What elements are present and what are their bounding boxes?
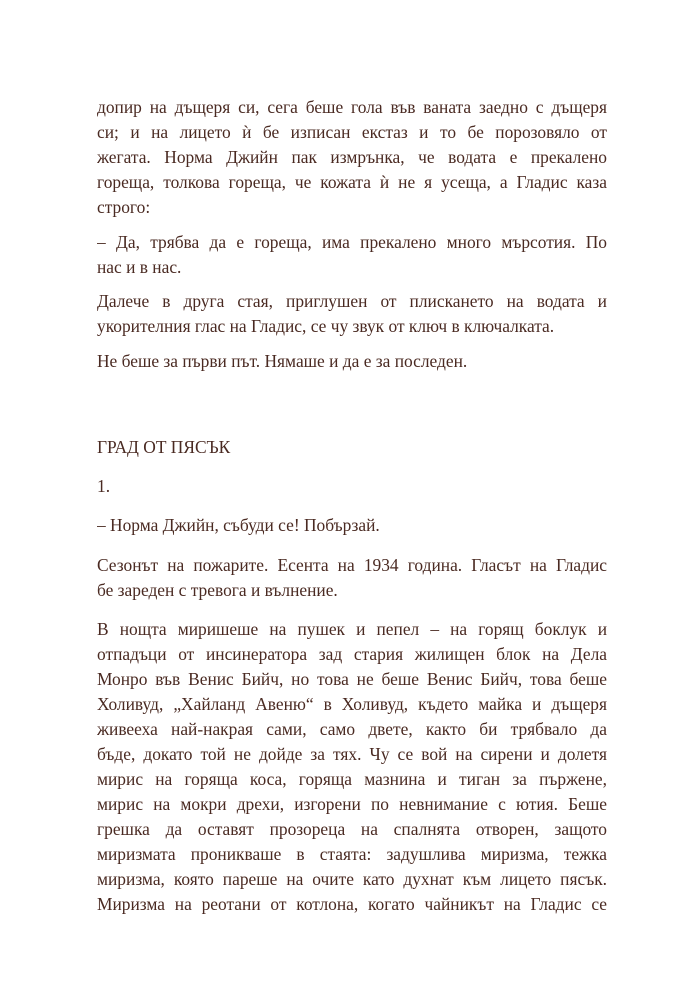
- text-line: жегата. Норма Джийн пак измрънка, че водата е прекалено: [97, 147, 607, 167]
- paragraph: [97, 289, 607, 339]
- text-line: мирис на мокри дрехи, изгорени по невнимание с ютия. Беше: [97, 794, 607, 814]
- text-line: строго:: [97, 197, 151, 217]
- section-title-text: ГРАД ОТ ПЯСЪК: [97, 437, 231, 457]
- text-line: Далече в друга стая, приглушен от плискането на водата и: [97, 291, 607, 311]
- paragraph: [97, 617, 607, 917]
- text-line: гореща, толкова гореща, че кожата ѝ не я усеща, а Гладис каза: [97, 172, 607, 192]
- text-line: нас и в нас.: [97, 257, 182, 277]
- text-line: грешка да оставят прозореца на спалнята отворен, защото: [97, 819, 607, 839]
- section-title: [97, 435, 607, 460]
- paragraph: [97, 513, 607, 538]
- paragraph: [97, 95, 607, 220]
- text-line: Миризма на реотани от котлона, когато чайникът на Гладис се: [97, 894, 607, 914]
- text-line: Сезонът на пожарите. Есента на 1934 година. Гласът на Гладис: [97, 555, 607, 575]
- text-line: – Да, трябва да е гореща, има прекалено много мърсотия. По: [97, 232, 607, 252]
- text-line: си; и на лицето ѝ бе изписан екстаз и то бе порозовяло от: [97, 122, 607, 142]
- text-line: Монро във Венис Бийч, но това не беше Венис Бийч, това беше: [97, 669, 607, 689]
- text-line: отпадъци от инсинератора зад стария жилищен блок на Дела: [97, 644, 607, 664]
- text-line: Холивуд, „Хайланд Авеню“ в Холивуд, където майка и дъщеря: [97, 694, 607, 714]
- chapter-number: [97, 474, 607, 499]
- text-line: бе зареден с тревога и вълнение.: [97, 580, 338, 600]
- text-line: допир на дъщеря си, сега беше гола във ваната заедно с дъщеря: [97, 97, 607, 117]
- text-line: миризмата проникваше в стаята: задушлива миризма, тежка: [97, 844, 607, 864]
- text-line: мирис на горяща коса, горяща мазнина и тиган за пържене,: [97, 769, 607, 789]
- text-line: Не беше за първи път. Нямаше и да е за последен.: [97, 351, 468, 371]
- text-line: укорителния глас на Гладис, се чу звук от ключ в ключалката.: [97, 316, 555, 336]
- text-line: миризма, която пареше на очите като духнат към лицето пясък.: [97, 869, 607, 889]
- text-line: – Норма Джийн, събуди се! Побързай.: [97, 515, 380, 535]
- chapter-number-text: 1.: [97, 476, 111, 496]
- paragraph: [97, 553, 607, 603]
- text-line: бъде, докато той не дойде за тях. Чу се вой на сирени и долетя: [97, 744, 607, 764]
- text-line: живееха най-накрая сами, само двете, както би трябвало да: [97, 719, 607, 739]
- paragraph: [97, 230, 607, 280]
- paragraph: [97, 349, 607, 374]
- text-line: В нощта миришеше на пушек и пепел – на горящ боклук и: [97, 619, 607, 639]
